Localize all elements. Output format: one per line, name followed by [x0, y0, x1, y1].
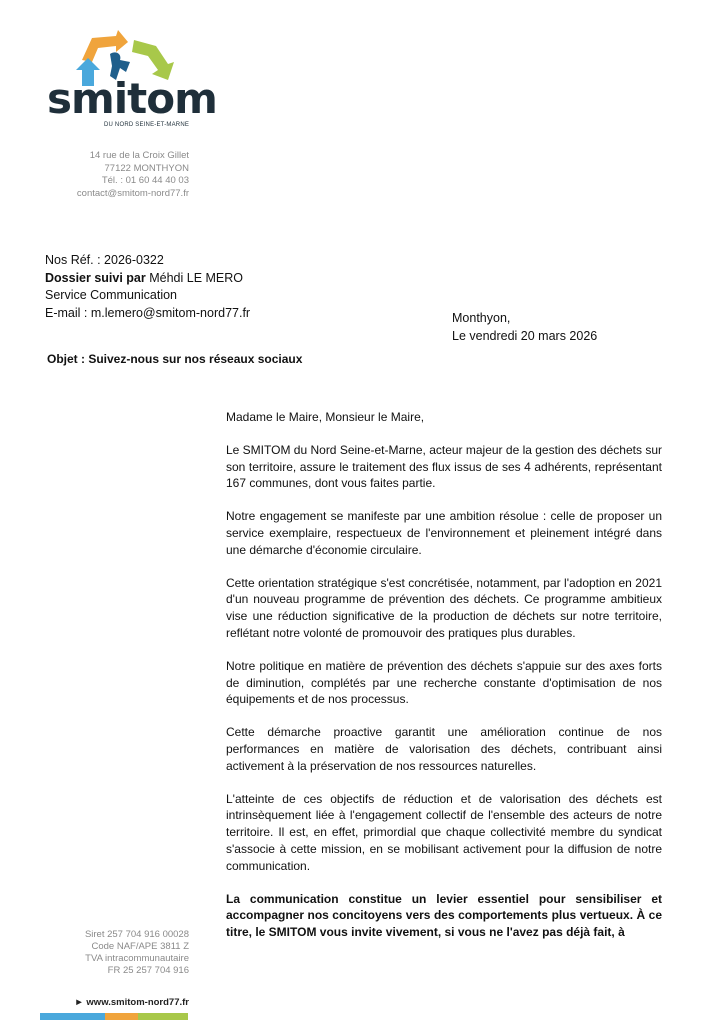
address-email: contact@smitom-nord77.fr	[76, 187, 189, 199]
paragraph: Notre engagement se manifeste par une ambition résolue : celle de proposer un service exemplaire, respectueux de l'environnement et pleinement intégré dans une démarche d'économie circulaire.	[226, 509, 662, 557]
contact-email: E-mail : m.lemero@smitom-nord77.fr	[45, 305, 251, 320]
footer-bar-blue	[40, 1013, 105, 1020]
paragraph: Cette orientation stratégique s'est concrétisée, notamment, par l'adoption en 2021 d'un nouveau programme de prévention des déchets. Ce programme ambitieux vise une réduction significative de la production de déchets sur notre territoire, reflétant notre volonté de promouvoir des pratiques plus durables.	[226, 575, 662, 640]
sender-address	[40, 150, 189, 200]
paragraph: Notre politique en matière de prévention des déchets s'appuie sur des axes forts de diminution, complétés par une recherche constante d'optimisation de nos équipements et de nos processus.	[226, 658, 662, 707]
address-city: 77122 MONTHYON	[104, 162, 189, 174]
footer-bar-orange	[105, 1013, 138, 1020]
date: Le vendredi 20 mars 2026	[452, 328, 598, 343]
place-date	[452, 310, 597, 345]
website-link[interactable]: ► www.smitom-nord77.fr	[74, 997, 189, 1008]
letter-body	[226, 409, 662, 957]
paragraph-bold: La communication constitue un levier essentiel pour sensibiliser et accompagner nos concitoyens vers des comportements plus vertueux. À ce titre, le SMITOM vous invite vivement, si vous ne l'avez pas déjà fait, à	[226, 891, 662, 940]
naf-code: Code NAF/APE 3811 Z	[91, 941, 189, 952]
references	[45, 252, 250, 322]
dossier-label: Dossier suivi par	[45, 270, 146, 285]
paragraph: Cette démarche proactive garantit une amélioration continue de nos performances en matière de valorisation des déchets, contribuant ainsi activement à la préservation de nos ressources naturelles.	[226, 725, 662, 773]
legal-info	[40, 929, 189, 977]
service: Service Communication	[45, 288, 177, 302]
reference-number: Nos Réf. : 2026-0322	[45, 253, 164, 267]
logo-wordmark: smitom	[47, 74, 217, 123]
dossier-line	[45, 270, 250, 288]
address-phone: Tél. : 01 60 44 40 03	[101, 175, 189, 186]
city: Monthyon,	[452, 311, 511, 325]
address-street: 14 rue de la Croix Gillet	[89, 150, 189, 161]
paragraph: Le SMITOM du Nord Seine-et-Marne, acteur majeur de la gestion des déchets sur son territoire, assure le traitement des flux issus de ses 4 adhérents, représentant 167 communes, dont vous faites partie.	[226, 442, 662, 491]
greeting: Madame le Maire, Monsieur le Maire,	[226, 410, 425, 424]
dossier-name: Méhdi LE MERO	[145, 270, 244, 285]
paragraph: L'atteinte de ces objectifs de réduction et de valorisation des déchets est intrinsèquement liée à l'engagement collectif de l'ensemble des acteurs de notre territoire. Il est, en effet, primordial que chaque collectivité membre du syndicat s'associe à cette mission, en se mobilisant activement pour la diffusion de notre communication.	[226, 791, 662, 873]
footer-bar-green	[138, 1013, 188, 1020]
subject: Objet : Suivez-nous sur nos réseaux sociaux	[47, 352, 303, 366]
siret: Siret 257 704 916 00028	[84, 929, 189, 940]
logo-subtitle: DU NORD SEINE-ET-MARNE	[104, 122, 190, 128]
tva-number: FR 25 257 704 916	[107, 965, 189, 976]
tva-label: TVA intracommunautaire	[85, 953, 189, 964]
